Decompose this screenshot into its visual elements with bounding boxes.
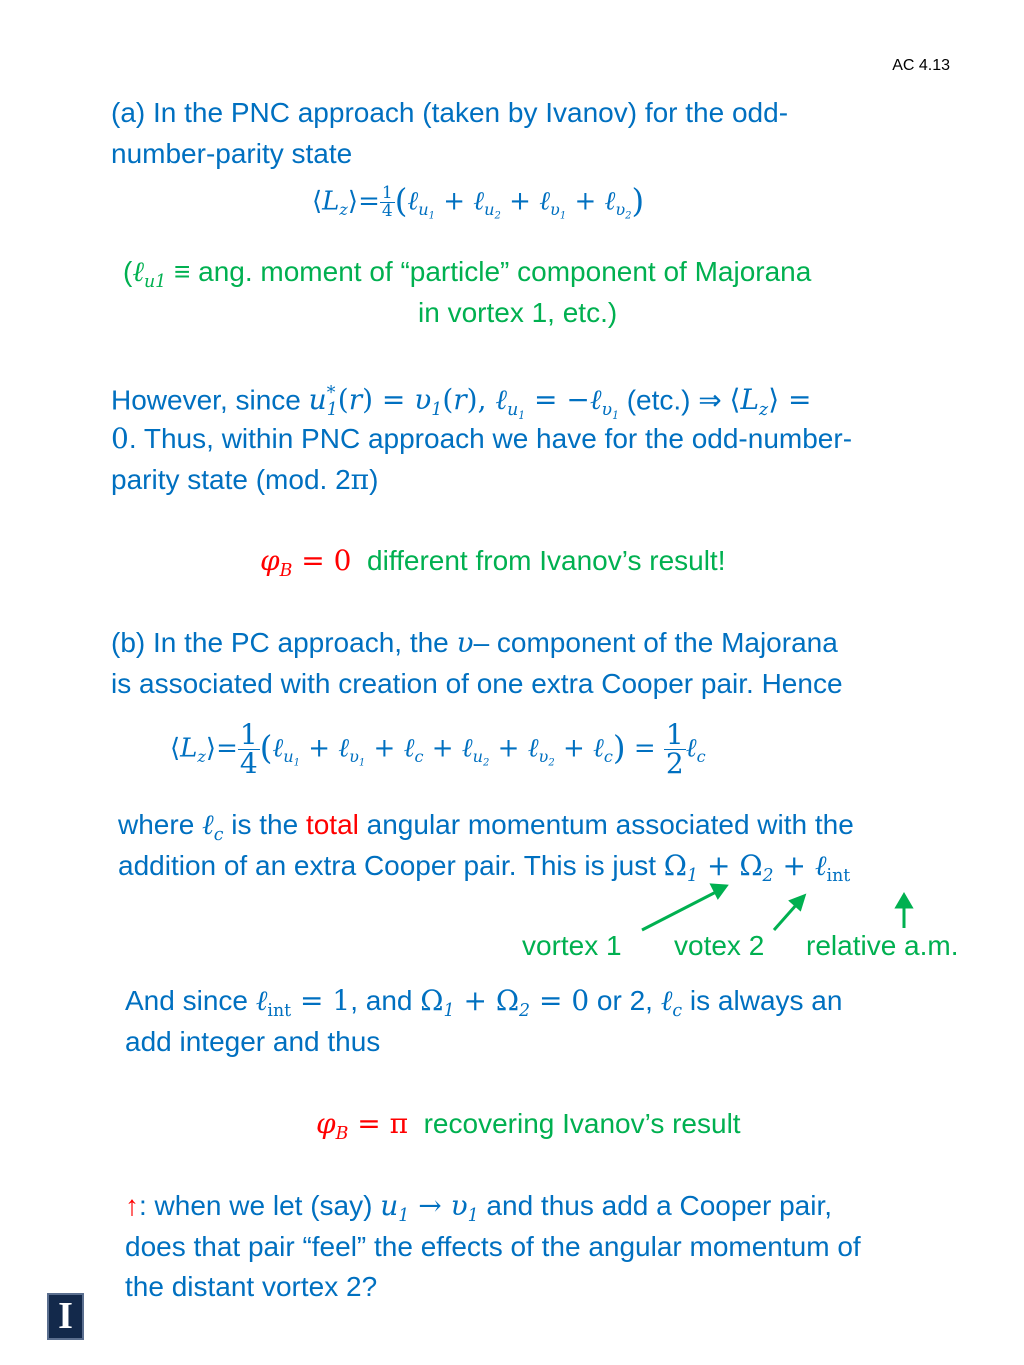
parity-line: parity state (mod. 2π) [111, 463, 379, 496]
footnote-line3: the distant vortex 2? [125, 1271, 378, 1302]
label-votex2: votex 2 [674, 930, 765, 961]
lz-equation-b: $⟨L_z⟩=$ $\frac{1}{4}$ (ℓ$_{u_1}$ + ℓ$_{\upsilon_1}$ + ℓ$_c$ + ℓ$_{u_2}$ + ℓ$_{\upsilon_2}$ + ℓ$_c$) = $\frac{1}{2}$ ℓ$_c$ [170, 717, 706, 780]
add-integer-line: add integer and thus [125, 1026, 381, 1057]
slide-number: AC 4.13 [892, 57, 950, 74]
label-relative-am: relative a.m. [806, 930, 959, 961]
label-vortex1: vortex 1 [522, 930, 622, 961]
footnote-line1: ↑: when we let (say) $u_1 \to \upsilon_1$ and thus add a Cooper pair, [125, 1189, 833, 1227]
footnote-line2: does that pair “feel” the effects of the angular momentum of [125, 1231, 861, 1262]
phi-b-zero-line: $\varphi_B = 0$ different from Ivanov’s result! [260, 544, 726, 582]
and-since-line: And since ℓ$_{int}$ = 1, and $\Omega_1 + \Omega_2 = 0$ or 2, ℓ$_c$ is always an [125, 984, 843, 1022]
arrow-vortex1-head [712, 885, 726, 897]
arrow-relative-head [897, 895, 911, 907]
phi-b-pi-line: $\varphi_B = \pi$ recovering Ivanov’s result [316, 1107, 741, 1145]
part-b-line1: (b) In the PC approach, the υ– component of the Majorana [111, 626, 838, 659]
part-b-line2: is associated with creation of one extra Cooper pair. Hence [111, 668, 843, 699]
logo-letter: I [58, 1295, 73, 1337]
up-arrow-icon: ↑ [125, 1190, 139, 1221]
part-a-line2: number-parity state [111, 138, 353, 169]
where-line: where ℓ$_c$ is the total angular momentum associated with the [118, 808, 854, 846]
thus-line: 0. Thus, within PNC approach we have for the odd-number- [111, 422, 853, 455]
illinois-logo [47, 1293, 84, 1340]
part-a-line1: (a) In the PNC approach (taken by Ivanov) for the odd- [111, 97, 789, 128]
note-line2: in vortex 1, etc.) [418, 297, 618, 328]
arrow-votex2 [774, 904, 797, 930]
however-line: However, since $u^*_1(r) = \upsilon_1(r)$, ℓ$_{u_1}$ = −ℓ$_{\upsilon_1}$ (etc.) ⇒ $⟨L_z⟩$ = [111, 383, 812, 423]
note-line1: (ℓ$_{u1}$ ≡ ang. moment of “particle” component of Majorana [123, 255, 812, 293]
lz-equation-a: $⟨L_z⟩=$ $\frac{1}{4}$ (ℓ$_{u_1}$ + ℓ$_{u_2}$ + ℓ$_{\upsilon_1}$ + ℓ$_{\upsilon_2}$) [312, 182, 645, 222]
addition-line: addition of an extra Cooper pair. This is just $\Omega_1 + \Omega_2$ + ℓ$_{int}$ [118, 849, 851, 887]
